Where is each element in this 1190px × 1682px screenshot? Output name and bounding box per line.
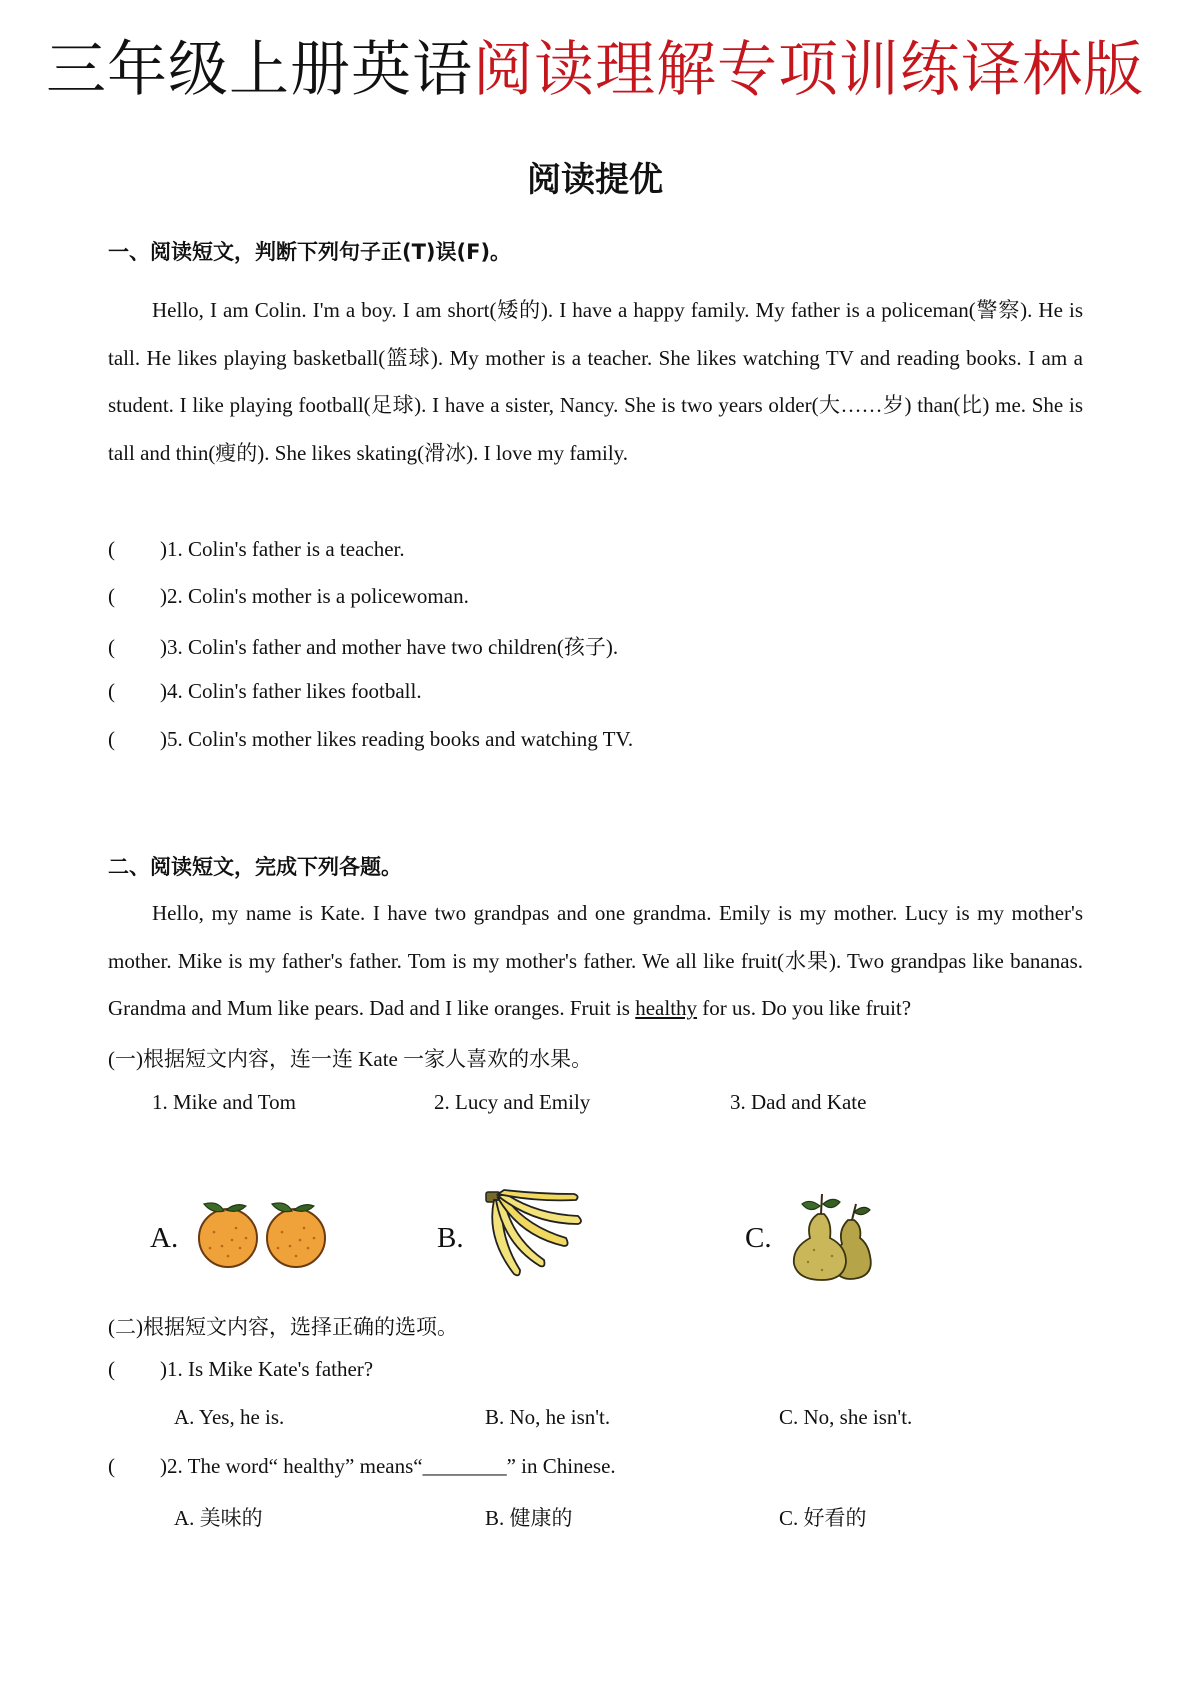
fruit-letter-a: A. (150, 1222, 179, 1254)
answer-paren[interactable]: ( (108, 537, 115, 561)
question-text: )1. Is Mike Kate's father? (160, 1357, 374, 1381)
person-item-2[interactable]: 2. Lucy and Emily (434, 1090, 591, 1114)
s1-question-3 (108, 631, 618, 661)
s2-question-1 (108, 1357, 373, 1382)
section2-passage-text (108, 890, 1083, 1033)
person-item-1[interactable]: 1. Mike and Tom (152, 1090, 296, 1114)
answer-paren[interactable]: ( (108, 584, 115, 608)
answer-paren[interactable]: ( (108, 727, 115, 751)
question-text: )2. Colin's mother is a policewoman. (160, 584, 469, 608)
question-text: )2. The word“ healthy” means“________” in Chinese. (160, 1454, 616, 1478)
answer-paren[interactable]: ( (108, 679, 115, 703)
s1-question-2 (108, 584, 469, 609)
s2q2-option-c[interactable]: C. 好看的 (779, 1506, 867, 1530)
orange-2 (267, 1203, 325, 1267)
s1-question-1 (108, 537, 405, 562)
question-text: )4. Colin's father likes football. (160, 679, 422, 703)
section1-passage (108, 287, 1083, 477)
section-subtitle: 阅读提优 (527, 160, 663, 200)
section2-passage (108, 890, 1083, 1033)
question-text: )1. Colin's father is a teacher. (160, 537, 405, 561)
orange-1 (199, 1203, 257, 1267)
s1-question-4 (108, 679, 422, 704)
s2q1-option-c[interactable]: C. No, she isn't. (779, 1405, 913, 1429)
question-text: )3. Colin's father and mother have two children(孩子). (160, 635, 619, 659)
passage-before: Hello, my name is Kate. I have two grandpas and one grandma. Emily is my mother. Lucy is my mother's mother. Mike is my father's father. Tom is my mother's father. We all like fruit(水果). Two grandpas like bananas. Grandma and Mum like pears. Dad and I like oranges. Fruit is (108, 901, 1083, 1020)
answer-paren[interactable]: ( (108, 635, 115, 659)
part1-heading: (一)根据短文内容，连一连 Kate 一家人喜欢的水果。 (108, 1047, 593, 1071)
passage-underlined-word: healthy (635, 996, 698, 1020)
s2q1-option-a[interactable]: A. Yes, he is. (174, 1405, 285, 1429)
worksheet-title (0, 30, 1190, 110)
section1-heading: 一、阅读短文，判断下列句子正(T)误(F)。 (108, 240, 512, 264)
section2-heading: 二、阅读短文，完成下列各题。 (108, 855, 402, 879)
part2-heading: (二)根据短文内容，选择正确的选项。 (108, 1315, 458, 1339)
s2q2-option-b[interactable]: B. 健康的 (485, 1506, 573, 1530)
bananas-icon[interactable] (480, 1188, 588, 1284)
pear-front (794, 1194, 846, 1280)
answer-paren[interactable]: ( (108, 1357, 115, 1381)
person-item-3[interactable]: 3. Dad and Kate (730, 1090, 867, 1114)
oranges-icon[interactable] (192, 1198, 332, 1270)
fruit-letter-b: B. (437, 1222, 464, 1254)
fruit-letter-c: C. (745, 1222, 772, 1254)
s2-question-2 (108, 1454, 616, 1479)
passage-after: for us. Do you like fruit? (697, 996, 912, 1020)
pears-icon[interactable] (782, 1190, 876, 1282)
s1-question-5 (108, 727, 633, 752)
answer-paren[interactable]: ( (108, 1454, 115, 1478)
title-red-part: 阅读理解专项训练译林版 (473, 35, 1144, 105)
s2q2-option-a[interactable]: A. 美味的 (174, 1506, 263, 1530)
section1-passage-text: Hello, I am Colin. I'm a boy. I am short(矮的). I have a happy family. My father is a policeman(警察). He is tall. He likes playing basketball(篮球). My mother is a teacher. She likes watching TV and reading books. I am a student. I like playing football(足球). I have a sister, Nancy. She is two years older(大……岁) than(比) me. She is tall and thin(瘦的). She likes skating(滑冰). I love my family. (108, 298, 1083, 465)
question-text: )5. Colin's mother likes reading books and watching TV. (160, 727, 634, 751)
title-black-part: 三年级上册英语 (46, 35, 473, 105)
s2q1-option-b[interactable]: B. No, he isn't. (485, 1405, 611, 1429)
